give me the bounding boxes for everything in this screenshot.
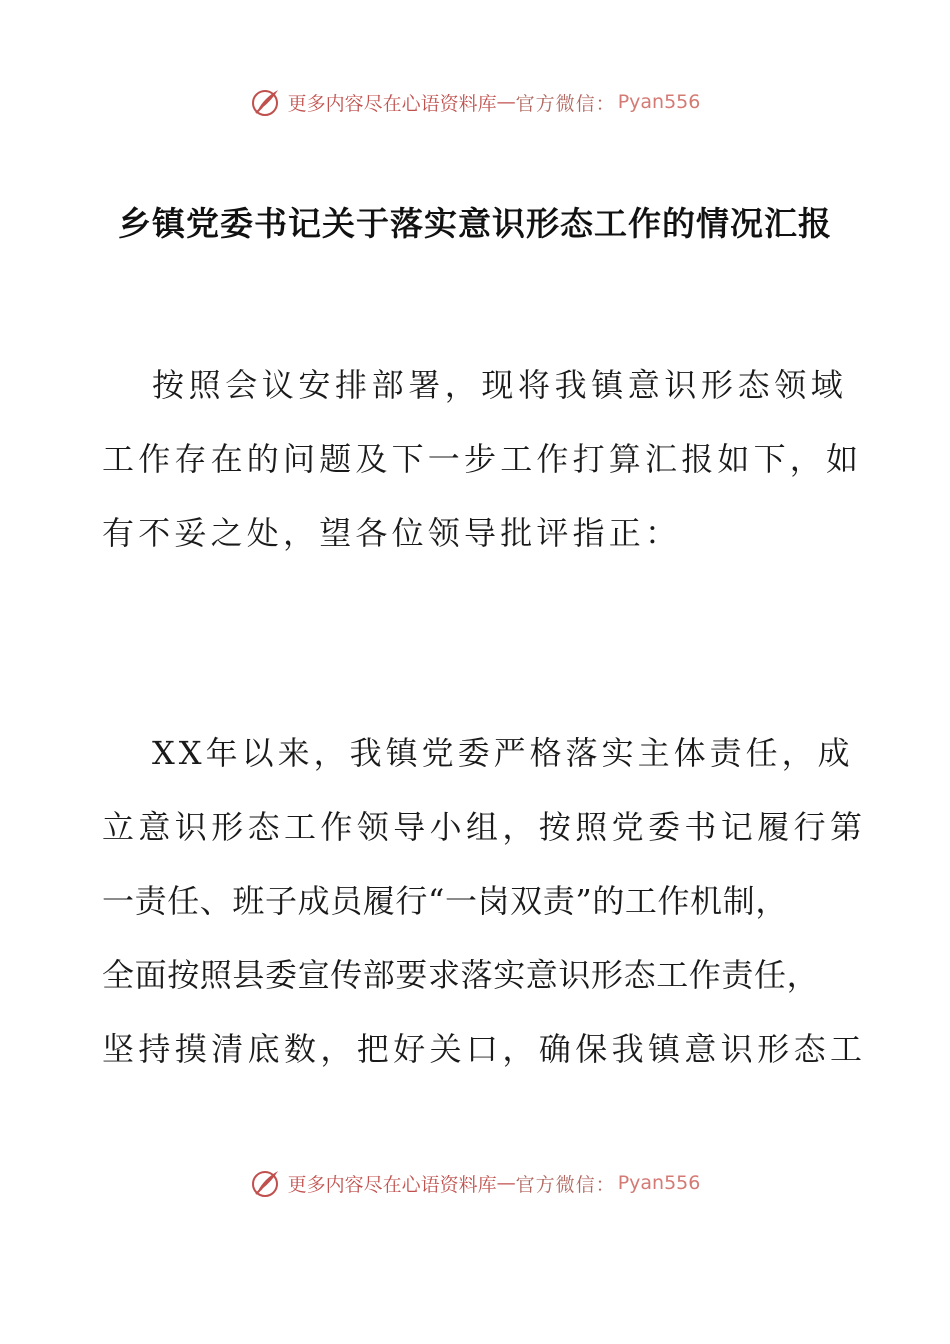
paragraph-line: 立意识形态工作领导小组，按照党委书记履行第 [102,808,867,846]
paragraph-line: XX年以来，我镇党委严格落实主体责任，成 [152,734,854,772]
banner-dash: — [496,91,516,113]
banner-site-text: 更多内容尽在心语资料库 [287,92,497,115]
quill-logo-icon [250,1167,282,1199]
header-banner [0,82,950,122]
banner-wechat-label: 官方微信： [515,1173,616,1196]
document-title: 乡镇党委书记关于落实意识形态工作的情况汇报 [118,204,832,243]
paragraph-line: 一责任、班子成员履行“一岗双责”的工作机制， [102,882,788,920]
paragraph-line: 按照会议安排部署，现将我镇意识形态领域 [152,366,848,404]
paragraph-body [102,716,867,1086]
banner-wechat-id: Pyan556 [617,91,701,113]
footer-banner [0,1163,950,1203]
banner-wechat-id: Pyan556 [617,1172,701,1194]
paragraph-line: 有不妥之处，望各位领导批评指正： [102,514,682,552]
paragraph-line: 工作存在的问题及下一步工作打算汇报如下，如 [102,440,863,478]
banner-wechat-label: 官方微信： [515,92,616,115]
paragraph-line: 全面按照县委宣传部要求落实意识形态工作责任， [102,956,820,994]
banner-site-text: 更多内容尽在心语资料库 [287,1173,497,1196]
paragraph-intro [102,348,862,570]
quill-logo-icon [250,86,282,118]
banner-dash: — [496,1172,516,1194]
paragraph-line: 坚持摸清底数，把好关口，确保我镇意识形态工 [102,1030,867,1068]
